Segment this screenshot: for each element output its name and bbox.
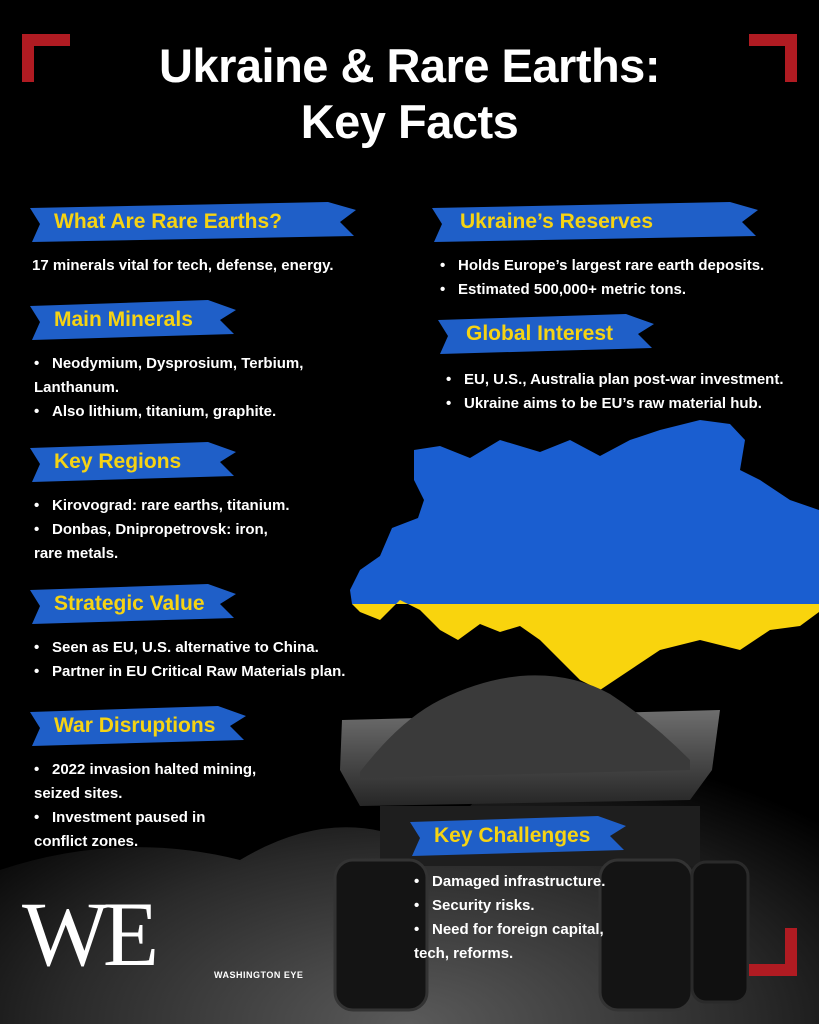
bullet-item: • Estimated 500,000+ metric tons. (440, 281, 687, 298)
bullet-item: • Seen as EU, U.S. alternative to China. (34, 639, 319, 656)
bullet-item: • 2022 invasion halted mining, (34, 761, 257, 778)
section-heading: What Are Rare Earths? (54, 210, 282, 233)
bullet-item: • Donbas, Dnipropetrovsk: iron, (34, 521, 268, 538)
heading-banner (436, 312, 816, 356)
section-body (28, 636, 408, 684)
bullet-continuation: seized sites. (34, 785, 123, 802)
bullet-item: • Ukraine aims to be EU’s raw material hub. (446, 395, 762, 412)
bullet-item: • Holds Europe’s largest rare earth deposits. (440, 257, 765, 274)
bullet-continuation: tech, reforms. (414, 945, 514, 962)
heading-banner (28, 200, 388, 244)
logo-mark: WE (22, 883, 154, 985)
bullet-item: • Also lithium, titanium, graphite. (34, 403, 277, 420)
heading-banner (28, 298, 388, 342)
section-strategic-value (28, 582, 408, 684)
bullet-item: • Kirovograd: rare earths, titanium. (34, 497, 290, 514)
washington-eye-logo (22, 883, 304, 992)
section-heading: War Disruptions (54, 714, 216, 737)
body-line: 17 minerals vital for tech, defense, energy. (32, 257, 334, 274)
title-line-2: Key Facts (300, 95, 519, 148)
section-global-interest (436, 312, 816, 416)
section-body (28, 352, 388, 424)
heading-banner (28, 440, 388, 484)
section-what-are-rare-earths (28, 200, 388, 278)
section-body (28, 494, 388, 566)
bullet-continuation: Lanthanum. (34, 379, 119, 396)
bullet-continuation: rare metals. (34, 545, 119, 562)
section-body (430, 254, 810, 302)
title-line-1: Ukraine & Rare Earths: (159, 39, 660, 92)
heading-banner (408, 814, 708, 858)
section-heading: Key Challenges (434, 824, 591, 847)
bullet-continuation: conflict zones. (34, 833, 139, 850)
heading-banner (430, 200, 810, 244)
page-title (0, 38, 819, 150)
heading-banner (28, 704, 328, 748)
section-heading: Main Minerals (54, 308, 193, 331)
logo-text: WASHINGTON EYE (214, 970, 304, 980)
corner-bracket-bottom-right (749, 928, 797, 976)
section-main-minerals (28, 298, 388, 424)
section-key-challenges (408, 814, 708, 966)
section-heading: Strategic Value (54, 592, 205, 615)
ukraine-map-blue (350, 420, 819, 604)
section-body (408, 870, 708, 966)
bullet-item: • Neodymium, Dysprosium, Terbium, (34, 355, 304, 372)
heading-banner (28, 582, 408, 626)
section-heading: Key Regions (54, 450, 182, 473)
section-ukraine-reserves (430, 200, 810, 302)
section-heading: Global Interest (466, 322, 614, 345)
bullet-item: • Partner in EU Critical Raw Materials plan. (34, 663, 346, 680)
bullet-item: • Security risks. (414, 897, 535, 914)
section-key-regions (28, 440, 388, 566)
section-body (28, 758, 328, 854)
bullet-item: • Need for foreign capital, (414, 921, 604, 938)
bullet-item: • EU, U.S., Australia plan post-war investment. (446, 371, 784, 388)
section-body (436, 368, 816, 416)
bullet-item: • Investment paused in (34, 809, 206, 826)
bullet-item: • Damaged infrastructure. (414, 873, 606, 890)
section-body (28, 254, 388, 278)
section-heading: Ukraine’s Reserves (460, 210, 654, 233)
section-war-disruptions (28, 704, 328, 854)
